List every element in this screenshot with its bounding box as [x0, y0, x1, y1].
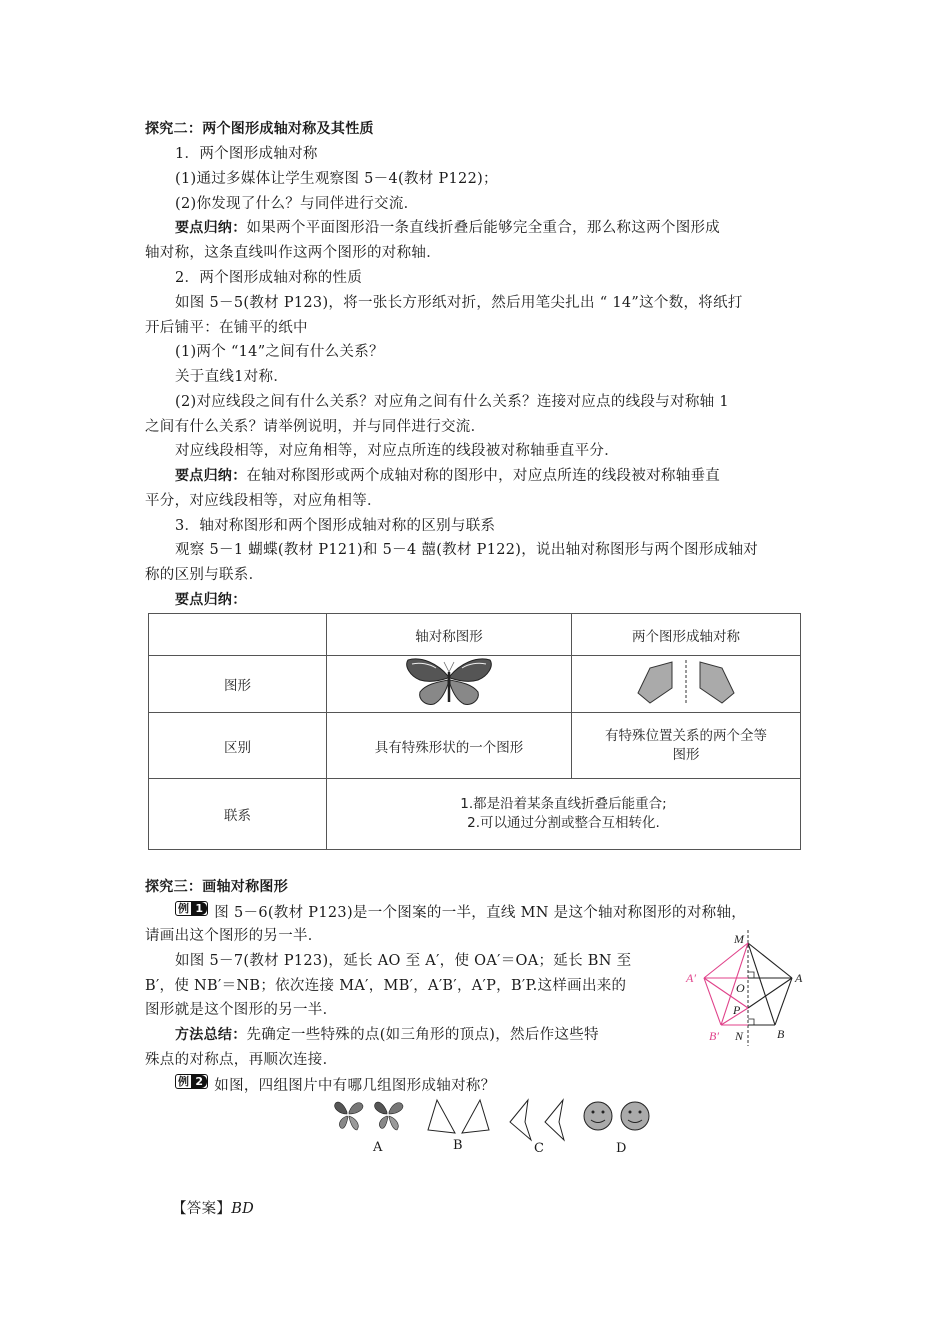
example2-text: 如图，四组图片中有哪几组图形成轴对称？ [214, 1078, 496, 1094]
pentagons-cell [572, 656, 801, 713]
example1-question-cont: 请画出这个图形的另一半． [145, 928, 323, 944]
badge-char: 例 [178, 1075, 190, 1088]
group-a-butterflies-icon [335, 1102, 403, 1130]
label-M: M [734, 932, 744, 946]
row-label-connection: 联系 [149, 779, 327, 850]
group-label-c: C [534, 1141, 544, 1156]
connection-line1: 1.都是沿着某条直线折叠后能重合; [460, 796, 667, 812]
table-row-connection [149, 779, 801, 850]
example1-solution-2: B′，使 NB′＝NB；依次连接 MA′，MB′，A′B′，A′P，B′P.这样画出来的 [145, 978, 627, 994]
summary-text: 如果两个平面图形沿一条直线折叠后能够完全重合，那么称这两个图形成 [246, 220, 721, 236]
header-cell-two-figures-symmetric: 两个图形成轴对称 [572, 614, 801, 656]
sub2-intro-cont: 开后铺平：在铺平的纸中 [145, 320, 308, 336]
sub2-answer-1: 关于直线1对称． [175, 369, 289, 385]
header-cell-empty [149, 614, 327, 656]
sub2-question-2: (2)对应线段之间有什么关系？对应角之间有什么关系？连接对应点的线段与对称轴 1 [175, 394, 729, 410]
group-c-arrows-icon [510, 1100, 564, 1140]
pentagon-symmetry-figure [685, 928, 810, 1048]
badge-char: 例 [178, 902, 190, 915]
butterfly-icon [404, 656, 494, 708]
connection-line2: 2.可以通过分割或整合互相转化. [467, 815, 660, 831]
comparison-table [148, 613, 801, 850]
answer-line [172, 1199, 254, 1219]
method-text: 先确定一些特殊的点(如三角形的顶点)，然后作这些特 [246, 1027, 599, 1043]
sub1-item-2: (2)你发现了什么？与同伴进行交流． [175, 196, 419, 212]
difference-col1: 具有特殊形状的一个图形 [327, 713, 572, 779]
label-P: P [733, 1003, 741, 1017]
summary-label: 要点归纳： [175, 220, 247, 236]
table-row-difference [149, 713, 801, 779]
method-label: 方法总结： [175, 1027, 247, 1043]
badge-num: 2 [191, 1075, 207, 1088]
sub2-summary [175, 466, 720, 486]
two-pentagons-icon [636, 658, 736, 706]
sub1-item-1: (1)通过多媒体让学生观察图 5－4(教材 P122)； [175, 171, 498, 187]
section3-heading: 探究三：画轴对称图形 [145, 879, 288, 895]
difference-col2-line1: 有特殊位置关系的两个全等 [605, 727, 767, 744]
answer-label: 【答案】 [172, 1201, 232, 1217]
label-A-prime: A′ [686, 971, 696, 985]
butterfly-cell [327, 656, 572, 713]
group-label-b: B [453, 1138, 463, 1153]
sub3-title: 3．轴对称图形和两个图形成轴对称的区别与联系 [175, 518, 496, 534]
four-groups-figure [325, 1092, 665, 1162]
sub2-summary-cont: 平分，对应线段相等，对应角相等． [145, 493, 382, 509]
example-2-badge [175, 1074, 208, 1089]
sub3-intro-cont: 称的区别与联系． [145, 567, 264, 583]
groups-drawing [325, 1092, 665, 1142]
example1-solution-3: 图形就是这个图形的另一半． [145, 1002, 338, 1018]
table-row-figure [149, 656, 801, 713]
header-cell-axis-symmetric-figure: 轴对称图形 [327, 614, 572, 656]
summary-label: 要点归纳： [175, 468, 247, 484]
row-label-difference: 区别 [149, 713, 327, 779]
row-label-figure: 图形 [149, 656, 327, 713]
sub2-question-2-cont: 之间有什么关系？请举例说明，并与同伴进行交流． [145, 419, 486, 435]
connection-merged-cell [327, 779, 801, 850]
sub2-question-1: (1)两个 “14”之间有什么关系？ [175, 344, 384, 360]
label-B-prime: B′ [709, 1029, 719, 1043]
label-N: N [735, 1029, 744, 1043]
answer-value: BD [231, 1201, 255, 1217]
sub2-answer-2: 对应线段相等，对应角相等，对应点所连的线段被对称轴垂直平分． [175, 443, 619, 459]
sub3-summary-label: 要点归纳： [175, 592, 247, 608]
example-1-badge [175, 901, 208, 916]
group-label-a: A [373, 1140, 383, 1155]
group-label-d: D [616, 1141, 627, 1156]
difference-col2 [572, 713, 801, 779]
sub3-intro: 观察 5－1 蝴蝶(教材 P121)和 5－4 囍(教材 P122)，说出轴对称图形与两个图形成轴对 [175, 542, 759, 558]
method-summary-cont: 殊点的对称点，再顺次连接． [145, 1052, 338, 1068]
summary-text: 在轴对称图形或两个成轴对称的图形中，对应点所连的线段被对称轴垂直 [246, 468, 721, 484]
example1-solution: 如图 5－7(教材 P123)，延长 AO 至 A′，使 OA′＝OA；延长 BN 至 [175, 953, 632, 969]
label-A: A [795, 971, 803, 985]
group-b-triangles-icon [428, 1100, 489, 1133]
sub1-title: 1．两个图形成轴对称 [175, 146, 318, 162]
table-header-row [149, 614, 801, 656]
section2-heading: 探究二：两个图形成轴对称及其性质 [145, 121, 374, 137]
example1-text: 图 5－6(教材 P123)是一个图案的一半，直线 MN 是这个轴对称图形的对称轴， [214, 905, 747, 921]
sub1-summary [175, 218, 720, 238]
sub1-summary-cont: 轴对称，这条直线叫作这两个图形的对称轴． [145, 245, 441, 261]
example1-question [175, 901, 746, 923]
difference-col2-line2: 图形 [672, 746, 700, 763]
group-d-smileys-icon [584, 1102, 649, 1130]
badge-num: 1 [191, 902, 207, 915]
label-B: B [777, 1027, 785, 1041]
sub2-intro: 如图 5－5(教材 P123)，将一张长方形纸对折，然后用笔尖扎出 “ 14”这个数，将纸打 [175, 295, 743, 311]
sub2-title: 2．两个图形成轴对称的性质 [175, 270, 363, 286]
label-O: O [736, 981, 745, 995]
method-summary [175, 1025, 599, 1045]
